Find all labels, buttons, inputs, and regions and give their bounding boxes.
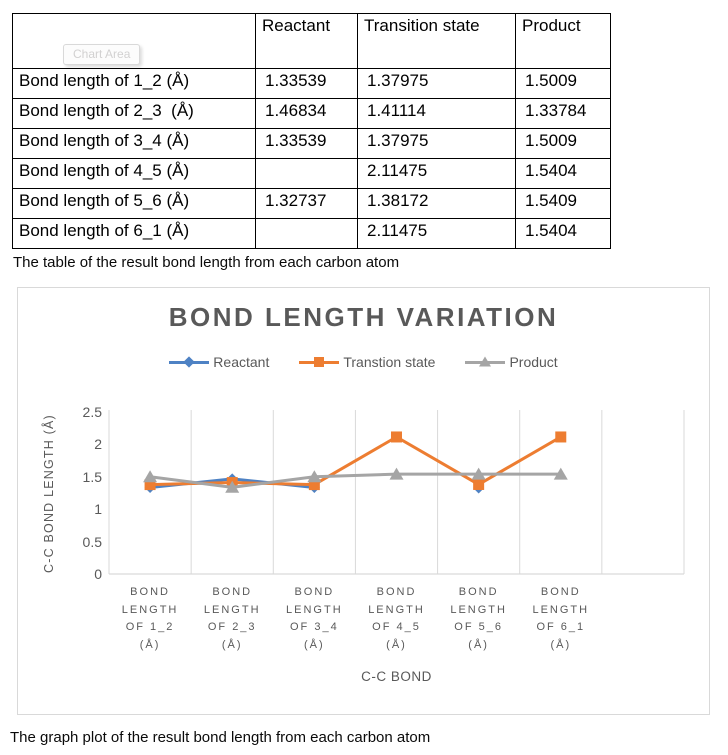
value-cell[interactable]: 1.5409: [516, 189, 611, 219]
legend-item: [299, 354, 435, 370]
chart-area-tooltip: [63, 44, 140, 65]
value-cell[interactable]: 1.38172: [358, 189, 516, 219]
table-caption: The table of the result bond length from each carbon atom: [13, 254, 400, 271]
value-cell[interactable]: 1.33539: [256, 129, 358, 159]
y-axis-tick-label: 2: [94, 436, 102, 453]
table-row: [13, 189, 611, 219]
row-label-cell[interactable]: Bond length of 5_6 (Å): [13, 189, 256, 219]
chart-area-tooltip-label: Chart Area: [73, 47, 131, 61]
value-cell[interactable]: 1.41114: [358, 99, 516, 129]
value-cell[interactable]: 1.33784: [516, 99, 611, 129]
table-row: [13, 219, 611, 249]
y-axis-tick-label: 0: [94, 566, 102, 582]
x-axis-tick-label: BOND LENGTH OF 5_6 (Å): [450, 586, 507, 651]
x-axis-tick-label: BOND LENGTH OF 4_5 (Å): [368, 586, 425, 651]
legend-label: Product: [509, 354, 558, 370]
chart-object[interactable]: [17, 287, 710, 715]
value-cell[interactable]: 2.11475: [358, 219, 516, 249]
row-label-cell[interactable]: Bond length of 3_4 (Å): [13, 129, 256, 159]
table-row: [13, 99, 611, 129]
value-cell[interactable]: 1.5404: [516, 219, 611, 249]
legend-diamond-marker-icon: [169, 361, 209, 364]
chart-title: BOND LENGTH VARIATION: [168, 302, 559, 332]
table-row: [13, 159, 611, 189]
table-header-cell[interactable]: Reactant: [256, 14, 358, 69]
value-cell[interactable]: 1.5404: [516, 159, 611, 189]
legend-square-marker-icon: [299, 361, 339, 364]
value-cell[interactable]: 1.32737: [256, 189, 358, 219]
y-axis-tick-label: 2.5: [82, 404, 102, 420]
x-axis-tick-label: BOND LENGTH OF 3_4 (Å): [286, 586, 343, 651]
table-header-cell[interactable]: Transition state: [358, 14, 516, 69]
x-axis-tick-label: BOND LENGTH OF 6_1 (Å): [532, 586, 590, 651]
chart-legend: [18, 354, 709, 370]
value-cell[interactable]: 1.37975: [358, 69, 516, 99]
table-header-cell[interactable]: Product: [516, 14, 611, 69]
value-cell[interactable]: 1.5009: [516, 69, 611, 99]
data-point-marker: [391, 431, 402, 442]
x-axis-title: C-C BOND: [361, 669, 432, 684]
legend-label: Transtion state: [343, 354, 436, 370]
value-cell[interactable]: 2.11475: [358, 159, 516, 189]
y-axis-title: C-C BOND LENGTH (Å): [42, 414, 56, 574]
x-axis-tick-label: BOND LENGTH OF 1_2 (Å): [121, 586, 179, 651]
value-cell[interactable]: 1.33539: [256, 69, 358, 99]
value-cell[interactable]: [256, 159, 358, 189]
legend-triangle-marker-icon: [465, 361, 505, 364]
data-point-marker: [555, 431, 566, 442]
row-label-cell[interactable]: Bond length of 2_3 (Å): [13, 99, 256, 129]
x-axis-tick-label: BOND LENGTH OF 2_3 (Å): [203, 586, 261, 651]
row-label-cell[interactable]: Bond length of 6_1 (Å): [13, 219, 256, 249]
legend-item: [465, 354, 557, 370]
table-row: [13, 69, 611, 99]
row-label-cell[interactable]: Bond length of 4_5 (Å): [13, 159, 256, 189]
legend-label: Reactant: [213, 354, 270, 370]
row-label-cell[interactable]: Bond length of 1_2 (Å): [13, 69, 256, 99]
y-axis-tick-label: 1: [94, 501, 102, 518]
value-cell[interactable]: 1.37975: [358, 129, 516, 159]
data-point-marker: [473, 479, 484, 490]
y-axis-tick-label: 0.5: [82, 533, 102, 550]
y-axis-tick-label: 1.5: [82, 468, 102, 485]
value-cell[interactable]: [256, 219, 358, 249]
table-row: [13, 129, 611, 159]
value-cell[interactable]: 1.46834: [256, 99, 358, 129]
value-cell[interactable]: 1.5009: [516, 129, 611, 159]
graph-caption: The graph plot of the result bond length from each carbon atom: [10, 729, 431, 746]
legend-item: [169, 354, 269, 370]
